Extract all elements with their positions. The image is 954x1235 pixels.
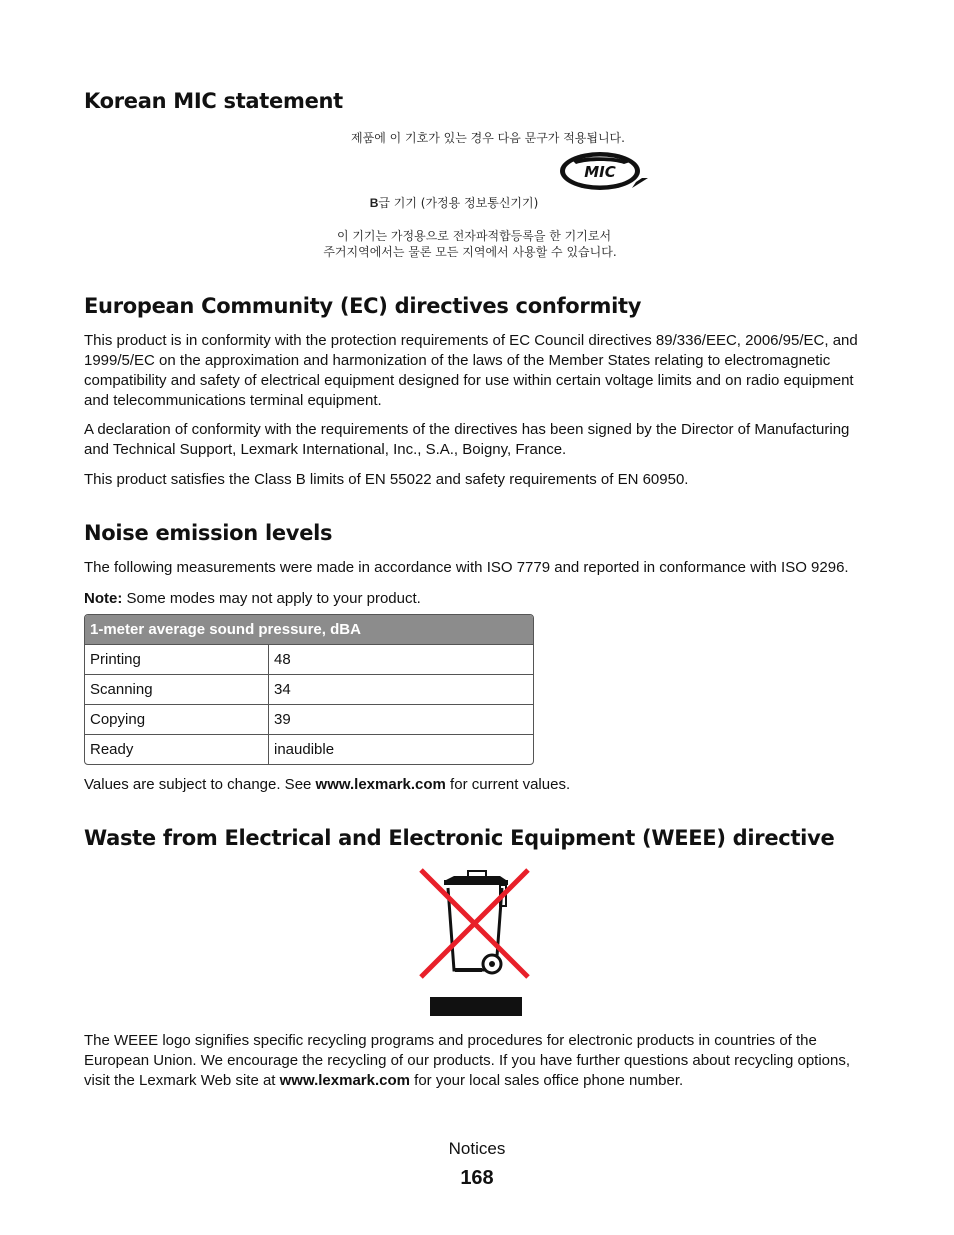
korean-class-b-line bbox=[60, 195, 848, 211]
table-row bbox=[85, 645, 533, 675]
weee-paragraph bbox=[84, 1031, 872, 1091]
korean-line-1: 제품에 이 기호가 있는 경우 다음 문구가 적용됩니다. bbox=[351, 131, 625, 145]
weee-text-post: for your local sales office phone number. bbox=[409, 1072, 684, 1089]
weee-crossed-bin-icon bbox=[418, 866, 534, 1018]
weee-text-pre: The WEEE logo signifies specific recycling programs and procedures for electronic products in countries of the European Union. We encourage the recycling of our products. If you have further questions about recycling options, visit the Lexmark Web site at bbox=[84, 1032, 851, 1089]
noise-note bbox=[84, 589, 872, 609]
table-cell-mode: Ready bbox=[85, 735, 269, 764]
ec-paragraph-3: This product satisfies the Class B limits of EN 55022 and safety requirements of EN 60950. bbox=[84, 471, 689, 488]
ec-paragraph-2: A declaration of conformity with the requirements of the directives has been signed by the Director of Manufacturing and Technical Support, Lexmark International, Inc., S.A., Boigny, France. bbox=[84, 421, 850, 458]
noise-intro: The following measurements were made in accordance with ISO 7779 and reported in conformance with ISO 9296. bbox=[84, 559, 849, 576]
ec-paragraph-1: This product is in conformity with the protection requirements of EC Council directives 89/336/EEC, 2006/95/EC, and 1999/5/EC on the approximation and harmonization of the laws of the Member States relating to electromagnetic compatibility and safety of electrical equipment designed for use within certain voltage limits and on radio equipment and telecommunications terminal equipment. bbox=[84, 332, 858, 409]
lexmark-link[interactable]: www.lexmark.com bbox=[279, 1072, 410, 1089]
table-cell-mode: Scanning bbox=[85, 675, 269, 705]
class-b-letter: B bbox=[369, 196, 379, 210]
noise-emission-heading: Noise emission levels bbox=[84, 521, 333, 545]
table-cell-value: inaudible bbox=[274, 741, 335, 758]
table-cell-value: 48 bbox=[269, 645, 533, 675]
table-header: 1-meter average sound pressure, dBA bbox=[85, 615, 533, 645]
ec-directives-heading: European Community (EC) directives conformity bbox=[84, 294, 642, 318]
table-cell-mode: Copying bbox=[85, 705, 269, 735]
class-b-text: 급 기기 (가정용 정보통신기기) bbox=[378, 196, 539, 210]
table-cell-value: 34 bbox=[269, 675, 533, 705]
table-row bbox=[85, 675, 533, 705]
footer-section-name: Notices bbox=[448, 1139, 506, 1158]
note-label: Note: bbox=[84, 590, 123, 607]
mic-logo-icon bbox=[558, 148, 648, 194]
noise-after-table bbox=[84, 775, 872, 795]
korean-line-3: 이 기기는 가정용으로 전자파적합등록을 한 기기로서 bbox=[336, 229, 612, 243]
korean-mic-heading: Korean MIC statement bbox=[84, 89, 343, 113]
table-cell-value: 39 bbox=[269, 705, 533, 735]
table-row bbox=[85, 705, 533, 735]
sound-pressure-table bbox=[84, 614, 534, 765]
values-text-pre: Values are subject to change. See bbox=[84, 776, 316, 793]
table-cell-mode: Printing bbox=[85, 645, 269, 675]
lexmark-link[interactable]: www.lexmark.com bbox=[315, 776, 446, 793]
weee-heading: Waste from Electrical and Electronic Equipment (WEEE) directive bbox=[84, 826, 835, 850]
mic-logo-text: MIC bbox=[584, 163, 616, 181]
table-row bbox=[85, 735, 533, 764]
document-page bbox=[84, 0, 872, 1235]
note-text: Some modes may not apply to your product. bbox=[122, 590, 421, 607]
page-number: 168 bbox=[460, 1167, 494, 1189]
korean-line-4: 주거지역에서는 물론 모든 지역에서 사용할 수 있습니다. bbox=[323, 245, 617, 259]
values-text-post: for current values. bbox=[445, 776, 571, 793]
